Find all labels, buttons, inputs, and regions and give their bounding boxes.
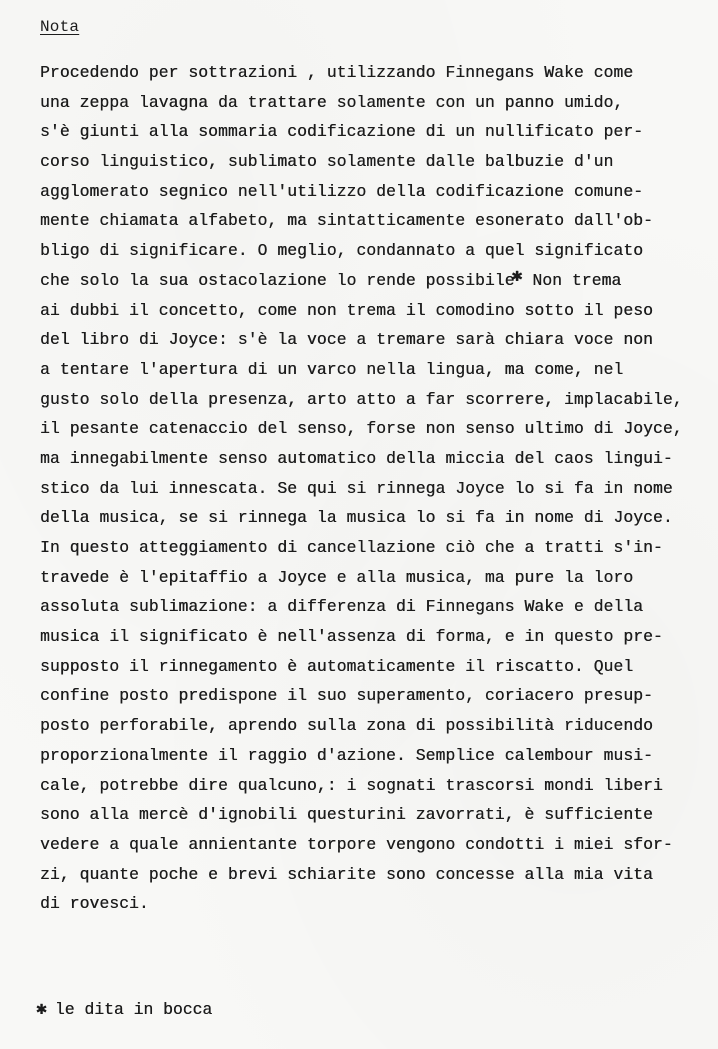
text-line: sono alla mercè d'ignobili questurini zavorrati, è sufficiente	[40, 805, 653, 825]
text-line: il pesante catenaccio del senso, forse non senso ultimo di Joyce,	[40, 419, 683, 439]
text-line-head: che solo la sua ostacolazione lo rende possibile	[40, 270, 515, 290]
body-text	[40, 58, 710, 919]
footnote-star-icon: ✱	[511, 266, 523, 287]
text-line: confine posto predispone il suo superamento, coriacero presup-	[40, 686, 653, 706]
text-line: una zeppa lavagna da trattare solamente con un panno umido,	[40, 92, 624, 112]
text-line: mente chiamata alfabeto, ma sintatticamente esonerato dall'ob-	[40, 211, 653, 231]
text-line: del libro di Joyce: s'è la voce a tremare sarà chiara voce non	[40, 330, 653, 350]
text-line: proporzionalmente il raggio d'azione. Semplice calembour musi-	[40, 745, 653, 765]
text-line: ai dubbi il concetto, come non trema il comodino sotto il peso	[40, 300, 653, 320]
text-line: s'è giunti alla sommaria codificazione di un nullificato per-	[40, 122, 644, 142]
text-line: In questo atteggiamento di cancellazione ciò che a tratti s'in-	[40, 538, 663, 557]
footnote-text: le dita in bocca	[54, 1000, 213, 1019]
text-line: bligo di significare. O meglio, condannato a quel significato	[40, 241, 644, 261]
text-line: cale, potrebbe dire qualcuno,: i sognati trascorsi mondi liberi	[40, 775, 663, 795]
text-line: agglomerato segnico nell'utilizzo della codificazione comune-	[40, 181, 644, 201]
text-line: assoluta sublimazione: a differenza di Finnegans Wake e della	[40, 597, 644, 617]
text-line: travede è l'epitaffio a Joyce e alla musica, ma pure la loro	[40, 567, 634, 587]
text-line: zi, quante poche e brevi schiarite sono concesse alla mia vita	[40, 864, 653, 884]
text-line: vedere a quale annientante torpore vengono condotti i miei sfor-	[40, 834, 673, 854]
page-title: Nota	[40, 18, 80, 36]
text-line: ma innegabilmente senso automatico della miccia del caos lingui-	[40, 448, 673, 468]
footnote-star-icon: ✱	[36, 1000, 47, 1020]
text-line: Procedendo per sottrazioni , utilizzando Finnegans Wake come	[40, 63, 634, 82]
text-line-with-marker	[40, 266, 710, 296]
text-line: gusto solo della presenza, arto atto a far scorrere, implacabile,	[40, 389, 683, 409]
text-line: a tentare l'apertura di un varco nella lingua, ma come, nel	[40, 359, 624, 379]
text-line: supposto il rinnegamento è automaticamente il riscatto. Quel	[40, 656, 634, 676]
text-line: della musica, se si rinnega la musica lo si fa in nome di Joyce.	[40, 508, 673, 528]
footnote	[36, 996, 212, 1024]
text-line: musica il significato è nell'assenza di forma, e in questo pre-	[40, 627, 663, 647]
text-line: corso linguistico, sublimato solamente dalle balbuzie d'un	[40, 152, 614, 172]
text-line: di rovesci.	[40, 894, 149, 914]
text-line: stico da lui innescata. Se qui si rinnega Joyce lo si fa in nome	[40, 478, 673, 498]
text-line: posto perforabile, aprendo sulla zona di possibilità riducendo	[40, 716, 653, 736]
text-line-tail: Non trema	[532, 270, 622, 290]
